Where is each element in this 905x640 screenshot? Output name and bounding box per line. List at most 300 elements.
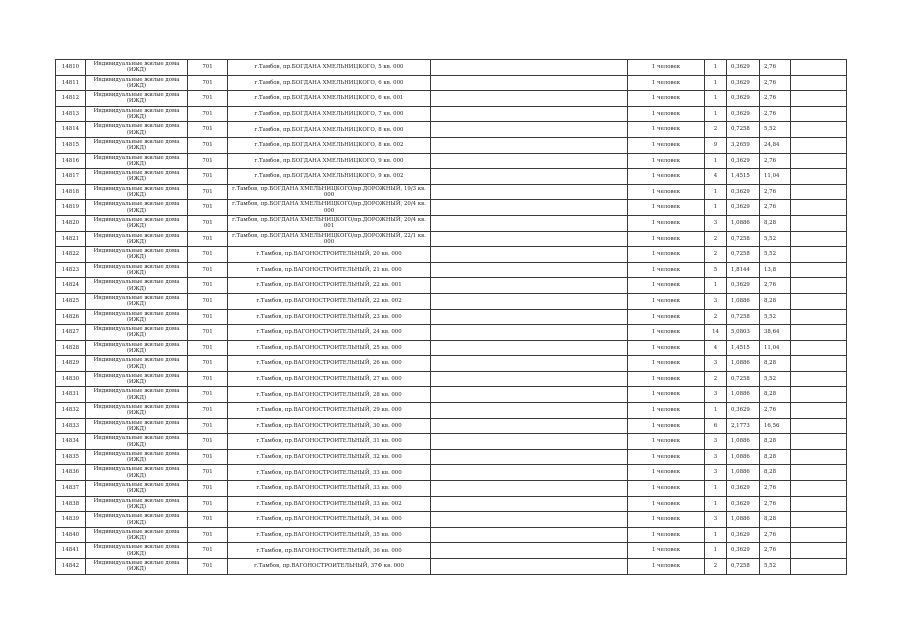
empty-cell-cell [791,153,847,169]
quantity-cell: 3 [705,356,727,372]
empty-cell-cell [431,137,628,153]
address-cell: г.Тамбов, пр.БОГДАНА ХМЕЛЬНИЦКОГО, 9 кв. 000 [228,153,431,169]
empty-cell-cell [431,527,628,543]
unit-cell: 1 человек [628,325,705,341]
row-id-cell: 14826 [56,309,86,325]
empty-cell-cell [791,91,847,107]
address-cell: г.Тамбов, пр.ВАГОНОСТРОИТЕЛЬНЫЙ, 33 кв. 002 [228,496,431,512]
unit-cell: 1 человек [628,340,705,356]
empty-cell-cell [791,481,847,497]
unit-cell: 1 человек [628,418,705,434]
quantity-cell: 3 [705,293,727,309]
empty-cell-cell [791,309,847,325]
unit-cell: 1 человек [628,153,705,169]
table-row [56,434,847,450]
quantity-cell: 3 [705,512,727,528]
empty-cell-cell [791,215,847,231]
quantity-cell: 3 [705,449,727,465]
address-cell: г.Тамбов, пр.ВАГОНОСТРОИТЕЛЬНЫЙ, 31 кв. 000 [228,434,431,450]
quantity-cell: 1 [705,200,727,216]
value-amount-cell: 8,28 [760,465,791,481]
value-volume-cell: 0,7258 [727,371,760,387]
address-cell: г.Тамбов, пр.БОГДАНА ХМЕЛЬНИЦКОГО/пр.ДОРОЖНЫЙ, 20/4 кв. 001 [228,215,431,231]
value-volume-cell: 1,4515 [727,340,760,356]
tariff-code-cell: 701 [188,481,228,497]
value-volume-cell: 1,0886 [727,449,760,465]
empty-cell-cell [431,496,628,512]
empty-cell-cell [431,91,628,107]
object-type-cell: Индивидуальные жилые дома (ИЖД) [86,137,188,153]
table-row [56,403,847,419]
unit-cell: 1 человек [628,262,705,278]
empty-cell-cell [431,169,628,185]
empty-cell-cell [791,512,847,528]
object-type-cell: Индивидуальные жилые дома (ИЖД) [86,309,188,325]
value-volume-cell: 0,3629 [727,60,760,76]
quantity-cell: 2 [705,247,727,263]
tariff-code-cell: 701 [188,122,228,138]
object-type-cell: Индивидуальные жилые дома (ИЖД) [86,91,188,107]
quantity-cell: 1 [705,153,727,169]
table-row [56,340,847,356]
value-volume-cell: 0,7258 [727,231,760,247]
unit-cell: 1 человек [628,60,705,76]
unit-cell: 1 человек [628,434,705,450]
quantity-cell: 3 [705,465,727,481]
value-amount-cell: 2,76 [760,403,791,419]
tariff-code-cell: 701 [188,527,228,543]
unit-cell: 1 человек [628,387,705,403]
address-cell: г.Тамбов, пр.ВАГОНОСТРОИТЕЛЬНЫЙ, 26 кв. 000 [228,356,431,372]
value-amount-cell: 2,76 [760,278,791,294]
object-type-cell: Индивидуальные жилые дома (ИЖД) [86,403,188,419]
empty-cell-cell [431,512,628,528]
object-type-cell: Индивидуальные жилые дома (ИЖД) [86,559,188,575]
quantity-cell: 3 [705,434,727,450]
address-cell: г.Тамбов, пр.ВАГОНОСТРОИТЕЛЬНЫЙ, 20 кв. 000 [228,247,431,263]
table-row [56,91,847,107]
tariff-code-cell: 701 [188,496,228,512]
address-cell: г.Тамбов, пр.ВАГОНОСТРОИТЕЛЬНЫЙ, 32 кв. 000 [228,449,431,465]
object-type-cell: Индивидуальные жилые дома (ИЖД) [86,527,188,543]
value-amount-cell: 2,76 [760,184,791,200]
row-id-cell: 14813 [56,106,86,122]
object-type-cell: Индивидуальные жилые дома (ИЖД) [86,293,188,309]
unit-cell: 1 человек [628,449,705,465]
row-id-cell: 14835 [56,449,86,465]
records-table [55,59,847,575]
quantity-cell: 1 [705,60,727,76]
object-type-cell: Индивидуальные жилые дома (ИЖД) [86,481,188,497]
tariff-code-cell: 701 [188,309,228,325]
address-cell: г.Тамбов, пр.БОГДАНА ХМЕЛЬНИЦКОГО, 8 кв. 000 [228,122,431,138]
quantity-cell: 6 [705,418,727,434]
empty-cell-cell [791,293,847,309]
tariff-code-cell: 701 [188,247,228,263]
empty-cell-cell [791,543,847,559]
tariff-code-cell: 701 [188,403,228,419]
unit-cell: 1 человек [628,75,705,91]
address-cell: г.Тамбов, пр.ВАГОНОСТРОИТЕЛЬНЫЙ, 23 кв. 000 [228,309,431,325]
unit-cell: 1 человек [628,106,705,122]
row-id-cell: 14833 [56,418,86,434]
empty-cell-cell [431,231,628,247]
tariff-code-cell: 701 [188,559,228,575]
address-cell: г.Тамбов, пр.БОГДАНА ХМЕЛЬНИЦКОГО/пр.ДОРОЖНЫЙ, 19/3 кв. 000 [228,184,431,200]
value-amount-cell: 5,52 [760,309,791,325]
row-id-cell: 14814 [56,122,86,138]
address-cell: г.Тамбов, пр.ВАГОНОСТРОИТЕЛЬНЫЙ, 28 кв. 000 [228,387,431,403]
table-row [56,371,847,387]
tariff-code-cell: 701 [188,387,228,403]
tariff-code-cell: 701 [188,60,228,76]
empty-cell-cell [431,293,628,309]
address-cell: г.Тамбов, пр.БОГДАНА ХМЕЛЬНИЦКОГО, 7 кв. 000 [228,106,431,122]
value-volume-cell: 1,8144 [727,262,760,278]
value-volume-cell: 0,7258 [727,309,760,325]
empty-cell-cell [431,60,628,76]
address-cell: г.Тамбов, пр.ВАГОНОСТРОИТЕЛЬНЫЙ, 34 кв. 000 [228,512,431,528]
table-row [56,215,847,231]
quantity-cell: 5 [705,262,727,278]
row-id-cell: 14834 [56,434,86,450]
value-volume-cell: 3,2659 [727,137,760,153]
empty-cell-cell [791,371,847,387]
value-amount-cell: 8,28 [760,387,791,403]
tariff-code-cell: 701 [188,91,228,107]
object-type-cell: Индивидуальные жилые дома (ИЖД) [86,75,188,91]
value-volume-cell: 0,3629 [727,75,760,91]
value-volume-cell: 0,3629 [727,527,760,543]
empty-cell-cell [791,403,847,419]
address-cell: г.Тамбов, пр.ВАГОНОСТРОИТЕЛЬНЫЙ, 33 кв. 000 [228,481,431,497]
tariff-code-cell: 701 [188,434,228,450]
unit-cell: 1 человек [628,122,705,138]
value-amount-cell: 13,8 [760,262,791,278]
empty-cell-cell [791,418,847,434]
quantity-cell: 3 [705,387,727,403]
value-volume-cell: 2,1773 [727,418,760,434]
address-cell: г.Тамбов, пр.ВАГОНОСТРОИТЕЛЬНЫЙ, 29 кв. 000 [228,403,431,419]
object-type-cell: Индивидуальные жилые дома (ИЖД) [86,356,188,372]
address-cell: г.Тамбов, пр.ВАГОНОСТРОИТЕЛЬНЫЙ, 35 кв. 000 [228,527,431,543]
unit-cell: 1 человек [628,527,705,543]
unit-cell: 1 человек [628,247,705,263]
row-id-cell: 14823 [56,262,86,278]
unit-cell: 1 человек [628,543,705,559]
quantity-cell: 1 [705,278,727,294]
unit-cell: 1 человек [628,278,705,294]
empty-cell-cell [791,169,847,185]
row-id-cell: 14821 [56,231,86,247]
value-volume-cell: 0,3629 [727,200,760,216]
quantity-cell: 9 [705,137,727,153]
object-type-cell: Индивидуальные жилые дома (ИЖД) [86,169,188,185]
value-volume-cell: 0,7258 [727,122,760,138]
object-type-cell: Индивидуальные жилые дома (ИЖД) [86,231,188,247]
table-row [56,231,847,247]
address-cell: г.Тамбов, пр.ВАГОНОСТРОИТЕЛЬНЫЙ, 30 кв. 000 [228,418,431,434]
value-amount-cell: 5,52 [760,371,791,387]
table-row [56,356,847,372]
empty-cell-cell [791,60,847,76]
address-cell: г.Тамбов, пр.БОГДАНА ХМЕЛЬНИЦКОГО, 6 кв. 000 [228,75,431,91]
tariff-code-cell: 701 [188,449,228,465]
empty-cell-cell [431,262,628,278]
empty-cell-cell [791,184,847,200]
unit-cell: 1 человек [628,91,705,107]
address-cell: г.Тамбов, пр.ВАГОНОСТРОИТЕЛЬНЫЙ, 25 кв. 000 [228,340,431,356]
table-row [56,106,847,122]
empty-cell-cell [431,122,628,138]
empty-cell-cell [431,418,628,434]
table-row [56,527,847,543]
empty-cell-cell [791,559,847,575]
object-type-cell: Индивидуальные жилые дома (ИЖД) [86,106,188,122]
empty-cell-cell [791,106,847,122]
table-body [56,60,847,575]
table-row [56,184,847,200]
value-volume-cell: 1,4515 [727,169,760,185]
table-row [56,122,847,138]
quantity-cell: 1 [705,403,727,419]
row-id-cell: 14831 [56,387,86,403]
address-cell: г.Тамбов, пр.БОГДАНА ХМЕЛЬНИЦКОГО, 9 кв. 002 [228,169,431,185]
value-volume-cell: 0,7258 [727,247,760,263]
table-row [56,200,847,216]
unit-cell: 1 человек [628,481,705,497]
address-cell: г.Тамбов, пр.ВАГОНОСТРОИТЕЛЬНЫЙ, 22 кв. 002 [228,293,431,309]
address-cell: г.Тамбов, пр.ВАГОНОСТРОИТЕЛЬНЫЙ, 33 кв. 000 [228,465,431,481]
object-type-cell: Индивидуальные жилые дома (ИЖД) [86,184,188,200]
tariff-code-cell: 701 [188,153,228,169]
tariff-code-cell: 701 [188,262,228,278]
empty-cell-cell [431,200,628,216]
table-row [56,60,847,76]
empty-cell-cell [431,340,628,356]
value-amount-cell: 2,76 [760,543,791,559]
object-type-cell: Индивидуальные жилые дома (ИЖД) [86,60,188,76]
unit-cell: 1 человек [628,371,705,387]
object-type-cell: Индивидуальные жилые дома (ИЖД) [86,496,188,512]
row-id-cell: 14810 [56,60,86,76]
quantity-cell: 1 [705,184,727,200]
object-type-cell: Индивидуальные жилые дома (ИЖД) [86,262,188,278]
quantity-cell: 14 [705,325,727,341]
table-row [56,169,847,185]
object-type-cell: Индивидуальные жилые дома (ИЖД) [86,122,188,138]
object-type-cell: Индивидуальные жилые дома (ИЖД) [86,371,188,387]
quantity-cell: 2 [705,122,727,138]
row-id-cell: 14836 [56,465,86,481]
address-cell: г.Тамбов, пр.ВАГОНОСТРОИТЕЛЬНЫЙ, 27 кв. 000 [228,371,431,387]
table-row [56,481,847,497]
value-amount-cell: 38,64 [760,325,791,341]
unit-cell: 1 человек [628,137,705,153]
unit-cell: 1 человек [628,465,705,481]
quantity-cell: 3 [705,215,727,231]
address-cell: г.Тамбов, пр.БОГДАНА ХМЕЛЬНИЦКОГО/пр.ДОРОЖНЫЙ, 20/4 кв. 000 [228,200,431,216]
table-row [56,153,847,169]
address-cell: г.Тамбов, пр.БОГДАНА ХМЕЛЬНИЦКОГО, 5 кв. 000 [228,60,431,76]
value-amount-cell: 2,76 [760,106,791,122]
tariff-code-cell: 701 [188,543,228,559]
empty-cell-cell [791,75,847,91]
empty-cell-cell [791,465,847,481]
object-type-cell: Индивидуальные жилые дома (ИЖД) [86,449,188,465]
address-cell: г.Тамбов, пр.ВАГОНОСТРОИТЕЛЬНЫЙ, 21 кв. 000 [228,262,431,278]
table-row [56,512,847,528]
empty-cell-cell [791,278,847,294]
address-cell: г.Тамбов, пр.ВАГОНОСТРОИТЕЛЬНЫЙ, 22 кв. 001 [228,278,431,294]
address-cell: г.Тамбов, пр.БОГДАНА ХМЕЛЬНИЦКОГО, 8 кв. 002 [228,137,431,153]
value-amount-cell: 5,52 [760,122,791,138]
tariff-code-cell: 701 [188,293,228,309]
value-amount-cell: 24,84 [760,137,791,153]
value-amount-cell: 8,28 [760,449,791,465]
value-volume-cell: 0,7258 [727,559,760,575]
value-amount-cell: 5,52 [760,559,791,575]
row-id-cell: 14812 [56,91,86,107]
tariff-code-cell: 701 [188,169,228,185]
row-id-cell: 14820 [56,215,86,231]
empty-cell-cell [791,434,847,450]
address-cell: г.Тамбов, пр.БОГДАНА ХМЕЛЬНИЦКОГО, 6 кв. 001 [228,91,431,107]
value-volume-cell: 0,3629 [727,496,760,512]
value-amount-cell: 8,28 [760,356,791,372]
value-amount-cell: 5,52 [760,247,791,263]
value-amount-cell: 2,76 [760,481,791,497]
value-volume-cell: 0,3629 [727,106,760,122]
row-id-cell: 14832 [56,403,86,419]
value-volume-cell: 1,0886 [727,512,760,528]
quantity-cell: 1 [705,106,727,122]
empty-cell-cell [791,340,847,356]
value-amount-cell: 8,28 [760,215,791,231]
object-type-cell: Индивидуальные жилые дома (ИЖД) [86,247,188,263]
row-id-cell: 14839 [56,512,86,528]
address-cell: г.Тамбов, пр.ВАГОНОСТРОИТЕЛЬНЫЙ, 37Ф кв. 000 [228,559,431,575]
tariff-code-cell: 701 [188,512,228,528]
table-row [56,137,847,153]
quantity-cell: 2 [705,559,727,575]
quantity-cell: 2 [705,371,727,387]
value-volume-cell: 1,0886 [727,356,760,372]
value-volume-cell: 0,3629 [727,543,760,559]
empty-cell-cell [431,371,628,387]
empty-cell-cell [431,75,628,91]
value-volume-cell: 1,0886 [727,387,760,403]
unit-cell: 1 человек [628,559,705,575]
unit-cell: 1 человек [628,496,705,512]
empty-cell-cell [431,434,628,450]
value-volume-cell: 1,0886 [727,293,760,309]
empty-cell-cell [431,387,628,403]
value-amount-cell: 2,76 [760,527,791,543]
table-row [56,75,847,91]
value-volume-cell: 0,3629 [727,403,760,419]
object-type-cell: Индивидуальные жилые дома (ИЖД) [86,278,188,294]
empty-cell-cell [791,449,847,465]
quantity-cell: 1 [705,481,727,497]
value-volume-cell: 1,0886 [727,215,760,231]
table-row [56,262,847,278]
table-row [56,247,847,263]
table-row [56,559,847,575]
tariff-code-cell: 701 [188,106,228,122]
row-id-cell: 14830 [56,371,86,387]
tariff-code-cell: 701 [188,231,228,247]
empty-cell-cell [431,247,628,263]
empty-cell-cell [431,106,628,122]
empty-cell-cell [791,122,847,138]
value-amount-cell: 2,76 [760,60,791,76]
object-type-cell: Индивидуальные жилые дома (ИЖД) [86,153,188,169]
row-id-cell: 14840 [56,527,86,543]
quantity-cell: 2 [705,231,727,247]
tariff-code-cell: 701 [188,356,228,372]
value-volume-cell: 0,3629 [727,481,760,497]
table-row [56,449,847,465]
quantity-cell: 1 [705,496,727,512]
value-amount-cell: 8,28 [760,434,791,450]
empty-cell-cell [431,153,628,169]
table-row [56,325,847,341]
address-cell: г.Тамбов, пр.ВАГОНОСТРОИТЕЛЬНЫЙ, 36 кв. 000 [228,543,431,559]
empty-cell-cell [431,449,628,465]
value-amount-cell: 2,76 [760,153,791,169]
empty-cell-cell [431,309,628,325]
table-row [56,543,847,559]
object-type-cell: Индивидуальные жилые дома (ИЖД) [86,200,188,216]
tariff-code-cell: 701 [188,418,228,434]
object-type-cell: Индивидуальные жилые дома (ИЖД) [86,434,188,450]
row-id-cell: 14841 [56,543,86,559]
unit-cell: 1 человек [628,403,705,419]
empty-cell-cell [431,403,628,419]
value-volume-cell: 1,0886 [727,434,760,450]
value-volume-cell: 5,0803 [727,325,760,341]
row-id-cell: 14837 [56,481,86,497]
tariff-code-cell: 701 [188,215,228,231]
row-id-cell: 14815 [56,137,86,153]
tariff-code-cell: 701 [188,184,228,200]
table-row [56,278,847,294]
row-id-cell: 14819 [56,200,86,216]
empty-cell-cell [791,496,847,512]
quantity-cell: 4 [705,340,727,356]
value-amount-cell: 11,04 [760,340,791,356]
quantity-cell: 2 [705,309,727,325]
empty-cell-cell [791,387,847,403]
tariff-code-cell: 701 [188,371,228,387]
empty-cell-cell [791,247,847,263]
empty-cell-cell [791,527,847,543]
value-amount-cell: 2,76 [760,91,791,107]
tariff-code-cell: 701 [188,278,228,294]
unit-cell: 1 человек [628,231,705,247]
unit-cell: 1 человек [628,200,705,216]
object-type-cell: Индивидуальные жилые дома (ИЖД) [86,215,188,231]
empty-cell-cell [431,215,628,231]
empty-cell-cell [431,543,628,559]
empty-cell-cell [431,559,628,575]
table-row [56,418,847,434]
unit-cell: 1 человек [628,512,705,528]
unit-cell: 1 человек [628,356,705,372]
empty-cell-cell [431,278,628,294]
tariff-code-cell: 701 [188,200,228,216]
